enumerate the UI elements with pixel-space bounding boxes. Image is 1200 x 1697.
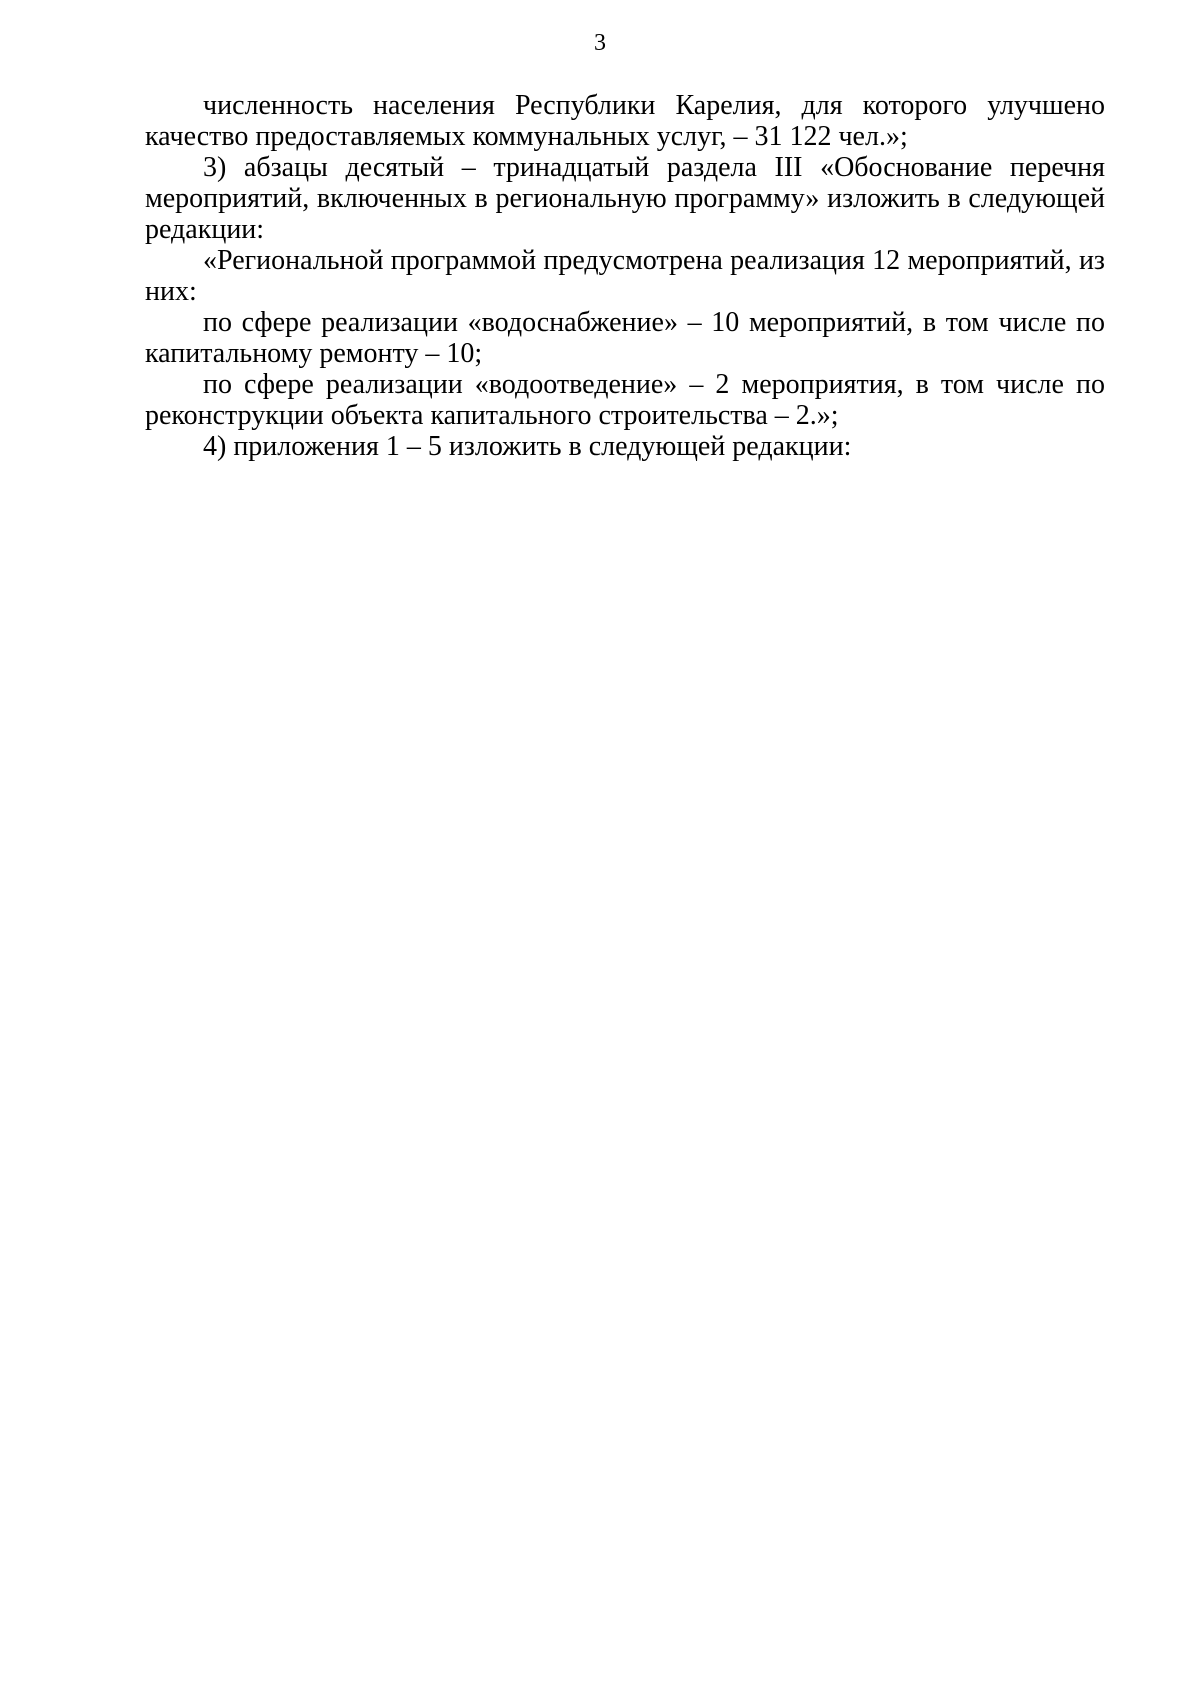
paragraph-program-measures: «Региональной программой предусмотрена реализация 12 мероприятий, из них: bbox=[145, 245, 1105, 307]
page-number: 3 bbox=[594, 30, 606, 56]
document-body bbox=[145, 90, 1105, 462]
paragraph-water-disposal: по сфере реализации «водоотведение» – 2 мероприятия, в том числе по реконструкции объекта капитального строительства – 2.»; bbox=[145, 369, 1105, 431]
paragraph-population: численность населения Республики Карелия, для которого улучшено качество предоставляемых коммунальных услуг, – 31 122 чел.»; bbox=[145, 90, 1105, 152]
paragraph-water-supply: по сфере реализации «водоснабжение» – 10 мероприятий, в том числе по капитальному ремонту – 10; bbox=[145, 307, 1105, 369]
paragraph-item-4: 4) приложения 1 – 5 изложить в следующей редакции: bbox=[203, 431, 852, 462]
paragraph-item-3: 3) абзацы десятый – тринадцатый раздела III «Обоснование перечня мероприятий, включенных в региональную программу» изложить в следующей редакции: bbox=[145, 152, 1105, 245]
